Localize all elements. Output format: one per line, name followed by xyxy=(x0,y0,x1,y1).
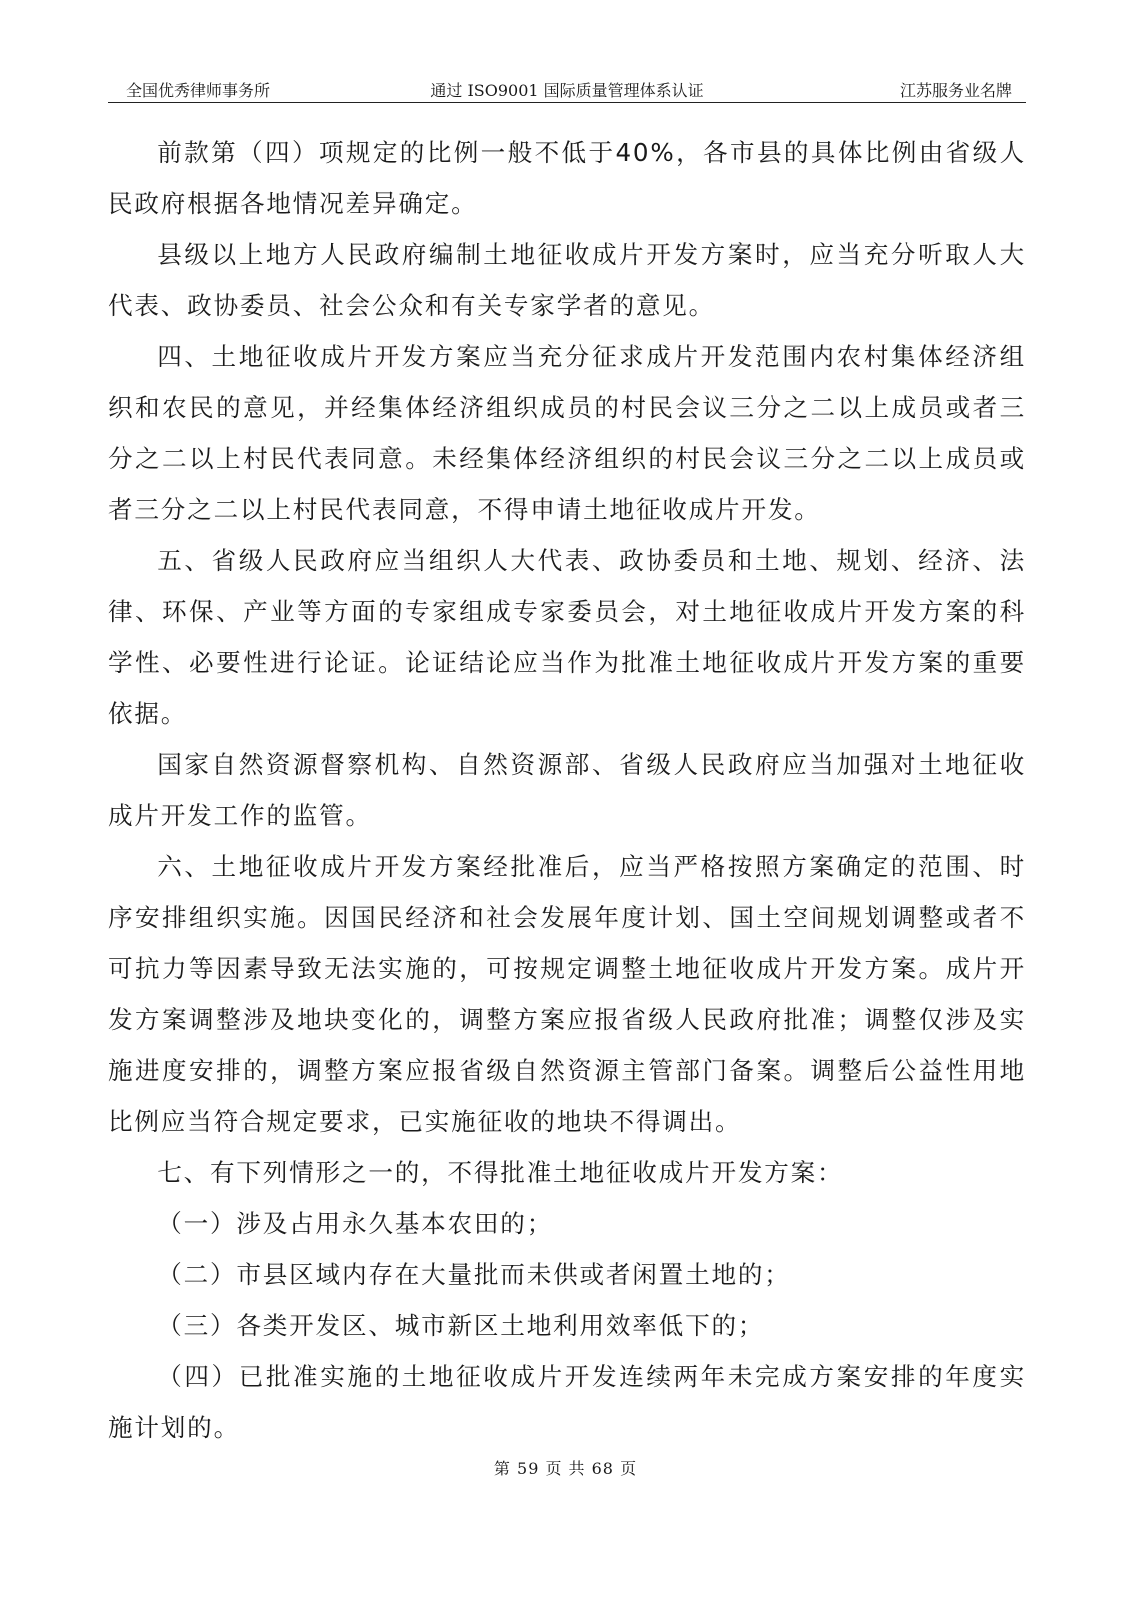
header-divider xyxy=(108,102,1026,103)
header-center-text: 通过 ISO9001 国际质量管理体系认证 xyxy=(430,81,704,100)
header-right-text: 江苏服务业名牌 xyxy=(899,81,1012,100)
paragraph: 前款第（四）项规定的比例一般不低于40%，各市县的具体比例由省级人民政府根据各地情况差异确定。 xyxy=(108,138,1026,218)
list-item: （二）市县区域内存在大量批而未供或者闲置土地的； xyxy=(157,1260,791,1289)
header-left-text: 全国优秀律师事务所 xyxy=(126,81,271,100)
paragraph: 七、有下列情形之一的，不得批准土地征收成片开发方案： xyxy=(157,1158,844,1187)
paragraph: 六、土地征收成片开发方案经批准后，应当严格按照方案确定的范围、时序安排组织实施。因国民经济和社会发展年度计划、国土空间规划调整或者不可抗力等因素导致无法实施的，可按规定调整土地征收成片开发方案。成片开发方案调整涉及地块变化的，调整方案应报省级人民政府批准；调整仅涉及实施进度安排的，调整方案应报省级自然资源主管部门备案。调整后公益性用地比例应当符合规定要求，已实施征收的地块不得调出。 xyxy=(108,852,1026,1136)
paragraph: 四、土地征收成片开发方案应当充分征求成片开发范围内农村集体经济组织和农民的意见，并经集体经济组织成员的村民会议三分之二以上成员或者三分之二以上村民代表同意。未经集体经济组织的村民会议三分之二以上成员或者三分之二以上村民代表同意，不得申请土地征收成片开发。 xyxy=(108,342,1026,524)
list-item: （三）各类开发区、城市新区土地利用效率低下的； xyxy=(157,1311,765,1340)
list-item: （四）已批准实施的土地征收成片开发连续两年未完成方案安排的年度实施计划的。 xyxy=(108,1362,1026,1442)
document-body xyxy=(108,127,1026,1453)
paragraph: 五、省级人民政府应当组织人大代表、政协委员和土地、规划、经济、法律、环保、产业等方面的专家组成专家委员会，对土地征收成片开发方案的科学性、必要性进行论证。论证结论应当作为批准土地征收成片开发方案的重要依据。 xyxy=(108,546,1026,728)
list-item: （一）涉及占用永久基本农田的； xyxy=(157,1209,554,1238)
paragraph: 国家自然资源督察机构、自然资源部、省级人民政府应当加强对土地征收成片开发工作的监管。 xyxy=(108,750,1026,830)
paragraph: 县级以上地方人民政府编制土地征收成片开发方案时，应当充分听取人大代表、政协委员、社会公众和有关专家学者的意见。 xyxy=(108,240,1026,320)
page-number: 第 59 页 共 68 页 xyxy=(493,1459,638,1478)
